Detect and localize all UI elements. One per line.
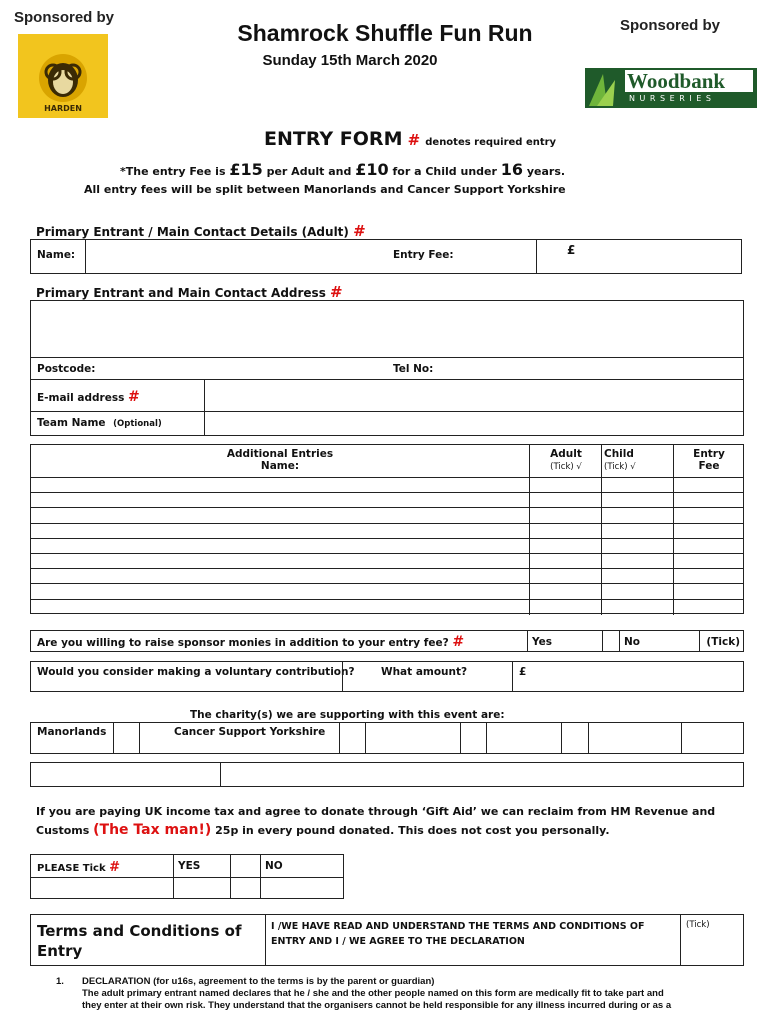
table-row <box>31 583 743 599</box>
giftaid-yes-tick[interactable] <box>173 878 231 899</box>
additional-name-cell[interactable] <box>31 493 529 508</box>
entry-fee-pound: £ <box>567 243 576 257</box>
child-tick-cell[interactable] <box>601 493 674 508</box>
entry-fee-cell[interactable] <box>673 600 744 615</box>
woodbank-name: Woodbank <box>627 69 726 93</box>
amount-cell <box>342 662 513 691</box>
child-tick-cell[interactable] <box>601 600 674 615</box>
additional-name-cell[interactable] <box>31 569 529 584</box>
sponsor-hash: # <box>452 634 465 650</box>
child-tick-cell[interactable] <box>601 524 674 539</box>
terms-title-2: Entry <box>37 942 83 960</box>
charity-cancer-cell <box>139 723 340 753</box>
child-tick-cell[interactable] <box>601 554 674 569</box>
adult-header-tick: (Tick) √ <box>550 462 582 472</box>
giftaid-line-2-rest: 25p in every pound donated. This does not cost you personally. <box>215 824 610 837</box>
terms-declaration-2: ENTRY AND I / WE AGREE TO THE DECLARATION <box>271 936 525 947</box>
address-block <box>30 300 744 412</box>
table-row <box>31 523 743 539</box>
table-row <box>31 538 743 554</box>
please-tick-hash: # <box>109 860 121 875</box>
tel-label: Tel No: <box>393 363 434 375</box>
fee-text-b: per Adult and <box>266 165 352 178</box>
terms-title-1: Terms and Conditions of <box>37 922 242 940</box>
giftaid-no-cell <box>260 855 344 877</box>
entry-fee-cell[interactable] <box>673 493 744 508</box>
entry-fee-cell[interactable] <box>673 539 744 554</box>
giftaid-customs: Customs <box>36 824 90 837</box>
giftaid-yes-box[interactable] <box>230 855 261 877</box>
woodbank-nurseries-logo <box>585 68 757 108</box>
entry-fee-cell[interactable] <box>673 584 744 599</box>
team-field[interactable] <box>204 412 744 435</box>
giftaid-yes-tick-2[interactable] <box>230 878 261 899</box>
sponsored-by-right: Sponsored by <box>620 17 721 34</box>
tel-field[interactable] <box>441 358 741 379</box>
table-row <box>31 599 743 615</box>
postcode-label: Postcode: <box>37 363 96 375</box>
golden-fleece-harden: HARDEN <box>44 104 82 113</box>
terms-item-number: 1. <box>56 976 64 987</box>
amount-label: What amount? <box>381 666 468 678</box>
adult-tick-cell[interactable] <box>529 493 602 508</box>
primary-hash: # <box>353 222 366 240</box>
giftaid-line-1: If you are paying UK income tax and agree to donate through ‘Gift Aid’ we can reclaim from HM Revenue and <box>36 805 716 818</box>
fee-header-1: Entry <box>693 448 725 460</box>
email-label-wrap <box>37 389 140 405</box>
charity-cell-3[interactable] <box>365 723 461 753</box>
fee-adult: £15 <box>229 160 263 179</box>
table-row <box>31 507 743 523</box>
table-row <box>31 553 743 569</box>
child-header-tick: (Tick) √ <box>604 462 636 472</box>
sponsor-tick-label: (Tick) <box>706 636 740 648</box>
entry-fee-cell[interactable] <box>673 508 744 523</box>
terms-tick-cell[interactable] <box>680 915 744 965</box>
additional-name-cell[interactable] <box>31 554 529 569</box>
charity-manorlands: Manorlands <box>37 726 107 738</box>
entry-form-title: ENTRY FORM <box>264 128 403 150</box>
terms-item-title: DECLARATION (for u16s, agreement to the terms is by the parent or guardian) <box>82 976 435 987</box>
woodbank-subtitle: N U R S E R I E S <box>629 94 712 103</box>
giftaid-line-2 <box>36 822 610 838</box>
charity-other-field[interactable] <box>220 763 744 786</box>
please-tick-label: PLEASE Tick <box>37 863 106 874</box>
charity-other-name[interactable] <box>31 763 220 786</box>
team-label-wrap <box>37 417 162 429</box>
terms-item-1 <box>82 976 742 1012</box>
sponsor-question: Are you willing to raise sponsor monies in addition to your entry fee? <box>37 637 449 649</box>
terms-declaration-cell <box>265 915 681 965</box>
entry-fee-cell[interactable] <box>673 554 744 569</box>
child-tick-cell[interactable] <box>601 508 674 523</box>
additional-name-cell[interactable] <box>31 524 529 539</box>
child-header-label: Child <box>604 448 634 460</box>
terms-tick-label: (Tick) <box>686 920 710 930</box>
address-heading-text: Primary Entrant and Main Contact Address <box>36 286 326 300</box>
additional-name-header-1: Additional Entries <box>226 448 334 460</box>
email-field[interactable] <box>204 380 743 413</box>
child-tick-cell[interactable] <box>601 584 674 599</box>
adult-tick-cell[interactable] <box>529 584 602 599</box>
name-row <box>30 239 742 274</box>
adult-tick-cell[interactable] <box>529 524 602 539</box>
child-tick-cell[interactable] <box>601 569 674 584</box>
sponsor-question-wrap <box>37 634 464 650</box>
terms-title <box>37 921 242 961</box>
entry-form-heading <box>264 128 556 150</box>
fee-text-d: years. <box>526 165 566 178</box>
email-label: E-mail address <box>37 392 125 404</box>
please-tick-cell <box>31 855 173 877</box>
additional-name-cell[interactable] <box>31 539 529 554</box>
charity-cell-4[interactable] <box>486 723 562 753</box>
adult-tick-cell[interactable] <box>529 569 602 584</box>
entry-fee-field[interactable] <box>536 240 743 273</box>
additional-name-header <box>31 445 529 477</box>
giftaid-yes-cell <box>173 855 231 877</box>
sponsor-yes-box[interactable] <box>602 631 620 651</box>
address-hash: # <box>330 283 343 301</box>
page-title: Shamrock Shuffle Fun Run <box>237 20 533 46</box>
name-label: Name: <box>37 249 76 261</box>
giftaid-tick-table <box>30 854 344 899</box>
additional-name-cell[interactable] <box>31 600 529 615</box>
adult-header-label: Adult <box>550 448 582 460</box>
table-row <box>31 477 743 493</box>
entry-fee-cell[interactable] <box>673 524 744 539</box>
amount-field[interactable] <box>512 662 744 691</box>
please-tick-wrap <box>37 860 120 875</box>
adult-tick-cell[interactable] <box>529 539 602 554</box>
team-optional: (Optional) <box>113 419 162 429</box>
primary-heading <box>36 222 366 240</box>
postcode-row <box>31 357 743 380</box>
team-row <box>30 411 744 436</box>
address-field[interactable] <box>31 301 743 357</box>
additional-entries-table <box>30 444 744 614</box>
address-heading <box>36 283 343 301</box>
adult-tick-cell[interactable] <box>529 508 602 523</box>
charity-box-4[interactable] <box>561 723 589 753</box>
additional-name-header-2: Name: <box>260 460 300 472</box>
child-tick-cell[interactable] <box>601 539 674 554</box>
terms-table <box>30 914 744 966</box>
terms-item-text-1: The adult primary entrant named declares that he / she and the other people named on this form are medically fit to take part and <box>82 988 664 999</box>
sponsored-by-left: Sponsored by <box>14 9 115 26</box>
voluntary-question: Would you consider making a voluntary contribution? <box>37 666 355 678</box>
charity-other-row <box>30 762 744 787</box>
giftaid-blank-cell <box>31 878 173 899</box>
fee-age: 16 <box>500 160 524 179</box>
fee-split-line: All entry fees will be split between Manorlands and Cancer Support Yorkshire <box>84 183 566 196</box>
adult-tick-cell[interactable] <box>529 554 602 569</box>
terms-declaration-1: I /WE HAVE READ AND UNDERSTAND THE TERMS AND CONDITIONS OF <box>271 921 645 932</box>
table-row <box>31 492 743 508</box>
fee-text-a: *The entry Fee is <box>120 165 226 178</box>
giftaid-taxman: (The Tax man!) <box>93 822 212 838</box>
sponsor-yes-cell <box>527 631 603 651</box>
email-hash: # <box>127 389 140 405</box>
adult-tick-cell[interactable] <box>529 600 602 615</box>
charity-box-3[interactable] <box>460 723 487 753</box>
entry-fee-label: Entry Fee: <box>393 249 454 261</box>
charity-cancer-support: Cancer Support Yorkshire <box>174 726 326 738</box>
giftaid-tick-row-2 <box>31 877 343 899</box>
primary-heading-text: Primary Entrant / Main Contact Details (Adult) <box>36 225 349 239</box>
amount-pound: £ <box>519 666 527 678</box>
fee-child: £10 <box>355 160 389 179</box>
table-row <box>31 568 743 584</box>
postcode-field[interactable] <box>101 358 391 379</box>
required-note: denotes required entry <box>425 137 557 148</box>
entry-fee-cell[interactable] <box>673 569 744 584</box>
required-hash: # <box>407 131 421 149</box>
terms-item-text-2: they enter at their own risk. They understand that the organisers cannot be held responsible for any illness incurred during or as a <box>82 1000 672 1011</box>
team-label: Team Name <box>37 417 106 429</box>
email-row <box>31 379 743 413</box>
giftaid-no-label: NO <box>265 860 283 872</box>
sponsor-yes-label: Yes <box>532 636 553 648</box>
sponsor-tick-cell[interactable] <box>699 631 744 651</box>
child-tick-cell[interactable] <box>601 478 674 493</box>
charity-row <box>30 722 744 754</box>
additional-name-cell[interactable] <box>31 584 529 599</box>
additional-name-cell[interactable] <box>31 478 529 493</box>
sponsor-row <box>30 630 744 652</box>
fee-text-c: for a Child under <box>392 165 497 178</box>
event-date: Sunday 15th March 2020 <box>262 52 438 69</box>
adult-tick-cell[interactable] <box>529 478 602 493</box>
charity-cancer-box[interactable] <box>339 723 366 753</box>
charity-box-5[interactable] <box>681 723 708 753</box>
sponsor-no-label: No <box>624 636 641 648</box>
name-field[interactable] <box>85 240 417 273</box>
charity-manorlands-box[interactable] <box>113 723 140 753</box>
giftaid-yes-label: YES <box>178 860 201 872</box>
terms-declaration <box>271 919 681 949</box>
additional-name-cell[interactable] <box>31 508 529 523</box>
fee-header-2: Fee <box>698 460 720 472</box>
adult-header <box>529 445 602 477</box>
fee-header <box>673 445 744 477</box>
child-header <box>601 445 674 477</box>
giftaid-no-tick[interactable] <box>260 878 344 899</box>
charity-heading: The charity(s) we are supporting with this event are: <box>190 709 505 721</box>
fee-line <box>120 160 565 179</box>
sponsor-no-cell <box>619 631 700 651</box>
charity-cell-5[interactable] <box>588 723 682 753</box>
entry-fee-cell[interactable] <box>673 478 744 493</box>
voluntary-row <box>30 661 744 692</box>
